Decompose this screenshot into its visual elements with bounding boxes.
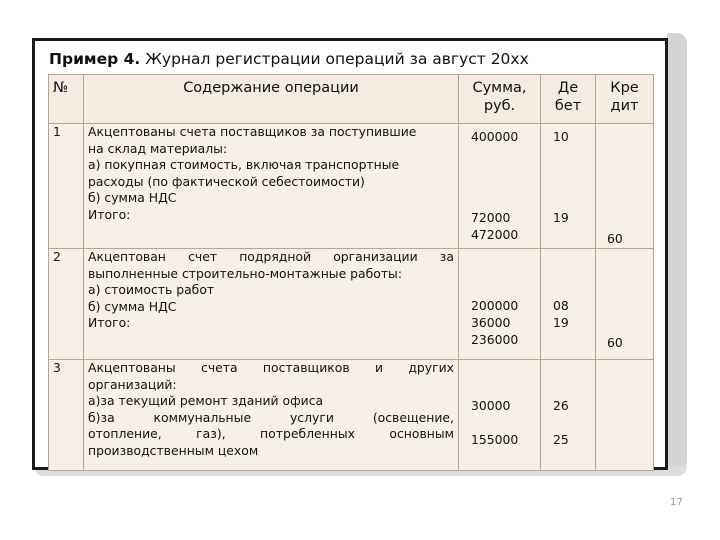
debit-value: 19 — [553, 210, 569, 225]
row-credit — [596, 124, 654, 249]
row-sum — [459, 249, 541, 360]
header-sum — [459, 75, 541, 124]
header-sum-line1: Сумма, — [472, 80, 527, 96]
title-text: Журнал регистрации операций за август 20хх — [140, 50, 529, 68]
header-debit — [541, 75, 596, 124]
row-description — [84, 249, 459, 360]
credit-value: 60 — [607, 335, 623, 350]
description-line: производственным цехом — [88, 442, 259, 458]
header-description: Содержание операции — [84, 75, 459, 124]
debit-value: 26 — [553, 398, 569, 413]
description-line: Акцептованы счета поставщиков и других — [88, 360, 454, 375]
description-line: организаций: — [88, 376, 177, 392]
page-number: 17 — [670, 497, 683, 508]
row-debit — [541, 249, 596, 360]
row-sum — [459, 124, 541, 249]
table-row — [49, 360, 654, 471]
table-header-row — [49, 75, 654, 124]
slide-title — [49, 49, 529, 69]
description-line: Итого: — [88, 206, 131, 222]
row-num: 2 — [49, 249, 84, 360]
description-line: б) сумма НДС — [88, 190, 177, 205]
table-row — [49, 249, 654, 360]
debit-value: 08 — [553, 298, 569, 313]
journal-table — [48, 74, 654, 471]
row-credit — [596, 360, 654, 471]
credit-value: 60 — [607, 231, 623, 246]
sum-value: 400000 — [471, 129, 519, 144]
header-credit-line2: дит — [610, 98, 639, 114]
row-description — [84, 360, 459, 471]
description-line: расходы (по фактической себестоимости) — [88, 173, 365, 189]
description-line: на склад материалы: — [88, 140, 228, 156]
sum-value: 236000 — [471, 332, 519, 347]
sum-value: 200000 — [471, 298, 519, 313]
sum-value: 472000 — [471, 227, 519, 242]
row-sum — [459, 360, 541, 471]
description-line: а) стоимость работ — [88, 282, 215, 297]
slide-frame — [32, 38, 668, 470]
row-debit — [541, 360, 596, 471]
sum-value: 155000 — [471, 432, 519, 447]
header-credit — [596, 75, 654, 124]
row-credit — [596, 249, 654, 360]
row-debit — [541, 124, 596, 249]
description-line: б) сумма НДС — [88, 298, 177, 314]
description-line: Акцептован счет подрядной организации за — [88, 249, 454, 264]
description-line: выполненные строительно-монтажные работы: — [88, 265, 403, 281]
row-num: 1 — [49, 124, 84, 249]
description-line: а) покупная стоимость, включая транспортные — [88, 157, 400, 172]
title-example-label: Пример 4. — [49, 50, 141, 68]
description-line: Итого: — [88, 315, 131, 330]
sum-value: 30000 — [471, 398, 511, 413]
slide-shadow-right — [667, 33, 687, 471]
header-credit-line1: Кре — [610, 80, 639, 96]
header-num: № — [49, 75, 84, 124]
row-description — [84, 124, 459, 249]
sum-value: 72000 — [471, 210, 511, 225]
description-line: Акцептованы счета поставщиков за поступившие — [88, 124, 417, 139]
sum-value: 36000 — [471, 315, 511, 330]
description-line: а)за текущий ремонт зданий офиса — [88, 393, 324, 408]
description-line: б)за коммунальные услуги (освещение, — [88, 409, 454, 425]
row-num: 3 — [49, 360, 84, 471]
debit-value: 25 — [553, 432, 569, 447]
header-debit-line1: Де — [557, 80, 579, 96]
description-line: отопление, газ), потребленных основным — [88, 426, 454, 441]
header-debit-line2: бет — [554, 98, 582, 114]
table-row — [49, 124, 654, 249]
debit-value: 19 — [553, 315, 569, 330]
header-sum-line2: руб. — [483, 98, 516, 114]
debit-value: 10 — [553, 129, 569, 144]
